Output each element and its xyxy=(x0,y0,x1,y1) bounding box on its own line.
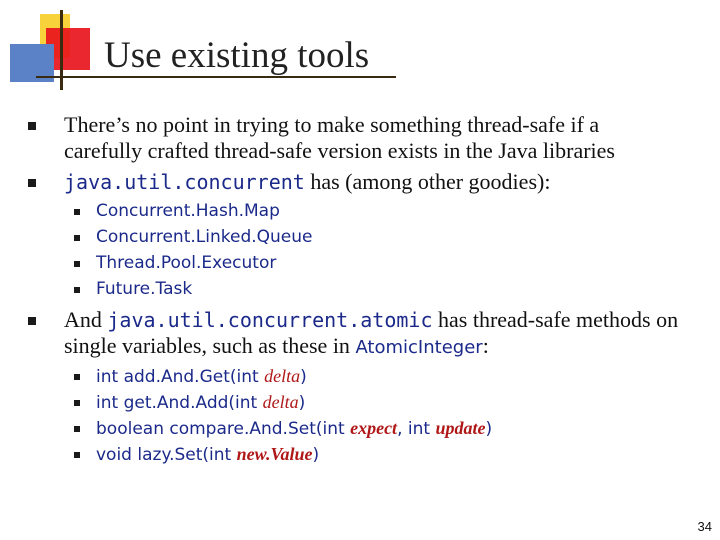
bullet-3-line-1 xyxy=(64,306,678,334)
method-close: ) xyxy=(485,419,493,439)
slide-title: Use existing tools xyxy=(104,35,370,76)
bullet-3-line2-suffix: : xyxy=(482,333,489,358)
method-arg: delta xyxy=(262,392,299,412)
bullet-2-text: has (among other goodies): xyxy=(304,169,551,194)
sub-bullet-icon xyxy=(74,426,80,432)
bullet-2-line xyxy=(64,168,550,196)
bullet-3-line2-code: AtomicInteger xyxy=(355,337,483,358)
bullet-3-line2-text: single variables, such as these in xyxy=(64,333,356,358)
sub-bullet-icon xyxy=(74,261,80,267)
bullet-icon xyxy=(28,317,36,325)
sub-item: Concurrent.Hash.Map xyxy=(96,201,280,221)
sub-bullet-icon xyxy=(74,452,80,458)
bullet-3-prefix: And xyxy=(64,307,108,332)
method-separator: , int xyxy=(397,419,436,439)
bullet-icon xyxy=(28,179,36,187)
bullet-1-line-2: carefully crafted thread-safe version exists in the Java libraries xyxy=(64,138,615,163)
sub-bullet-icon xyxy=(74,287,80,293)
sub-item: Concurrent.Linked.Queue xyxy=(96,227,313,247)
bullet-3-code: java.util.concurrent.atomic xyxy=(107,308,433,332)
method-close: ) xyxy=(312,445,320,465)
method-signature: void lazy.Set(int xyxy=(96,445,237,465)
bullet-3-text: has thread-safe methods on xyxy=(432,307,679,332)
method-signature: int get.And.Add(int xyxy=(96,393,263,413)
method-item xyxy=(96,365,307,388)
sub-bullet-icon xyxy=(74,209,80,215)
bullet-3-line-2 xyxy=(64,332,489,362)
page-number: 34 xyxy=(697,519,712,534)
method-item xyxy=(96,417,492,440)
method-item xyxy=(96,391,305,414)
bullet-icon xyxy=(28,122,36,130)
method-arg: new.Value xyxy=(236,444,313,464)
bullet-1-line-1: There’s no point in trying to make something thread-safe if a xyxy=(64,112,600,137)
method-arg: delta xyxy=(264,366,301,386)
method-arg: expect xyxy=(350,418,398,438)
sub-bullet-icon xyxy=(74,374,80,380)
method-close: ) xyxy=(298,393,306,413)
bullet-2-code: java.util.concurrent xyxy=(64,170,305,194)
sub-bullet-icon xyxy=(74,235,80,241)
method-signature: boolean compare.And.Set(int xyxy=(96,419,351,439)
sub-bullet-icon xyxy=(74,400,80,406)
method-close: ) xyxy=(300,367,307,387)
method-arg: update xyxy=(435,418,486,438)
sub-item: Thread.Pool.Executor xyxy=(96,253,277,273)
method-item xyxy=(96,443,319,466)
method-signature: int add.And.Get(int xyxy=(96,367,265,387)
sub-item: Future.Task xyxy=(96,279,193,299)
